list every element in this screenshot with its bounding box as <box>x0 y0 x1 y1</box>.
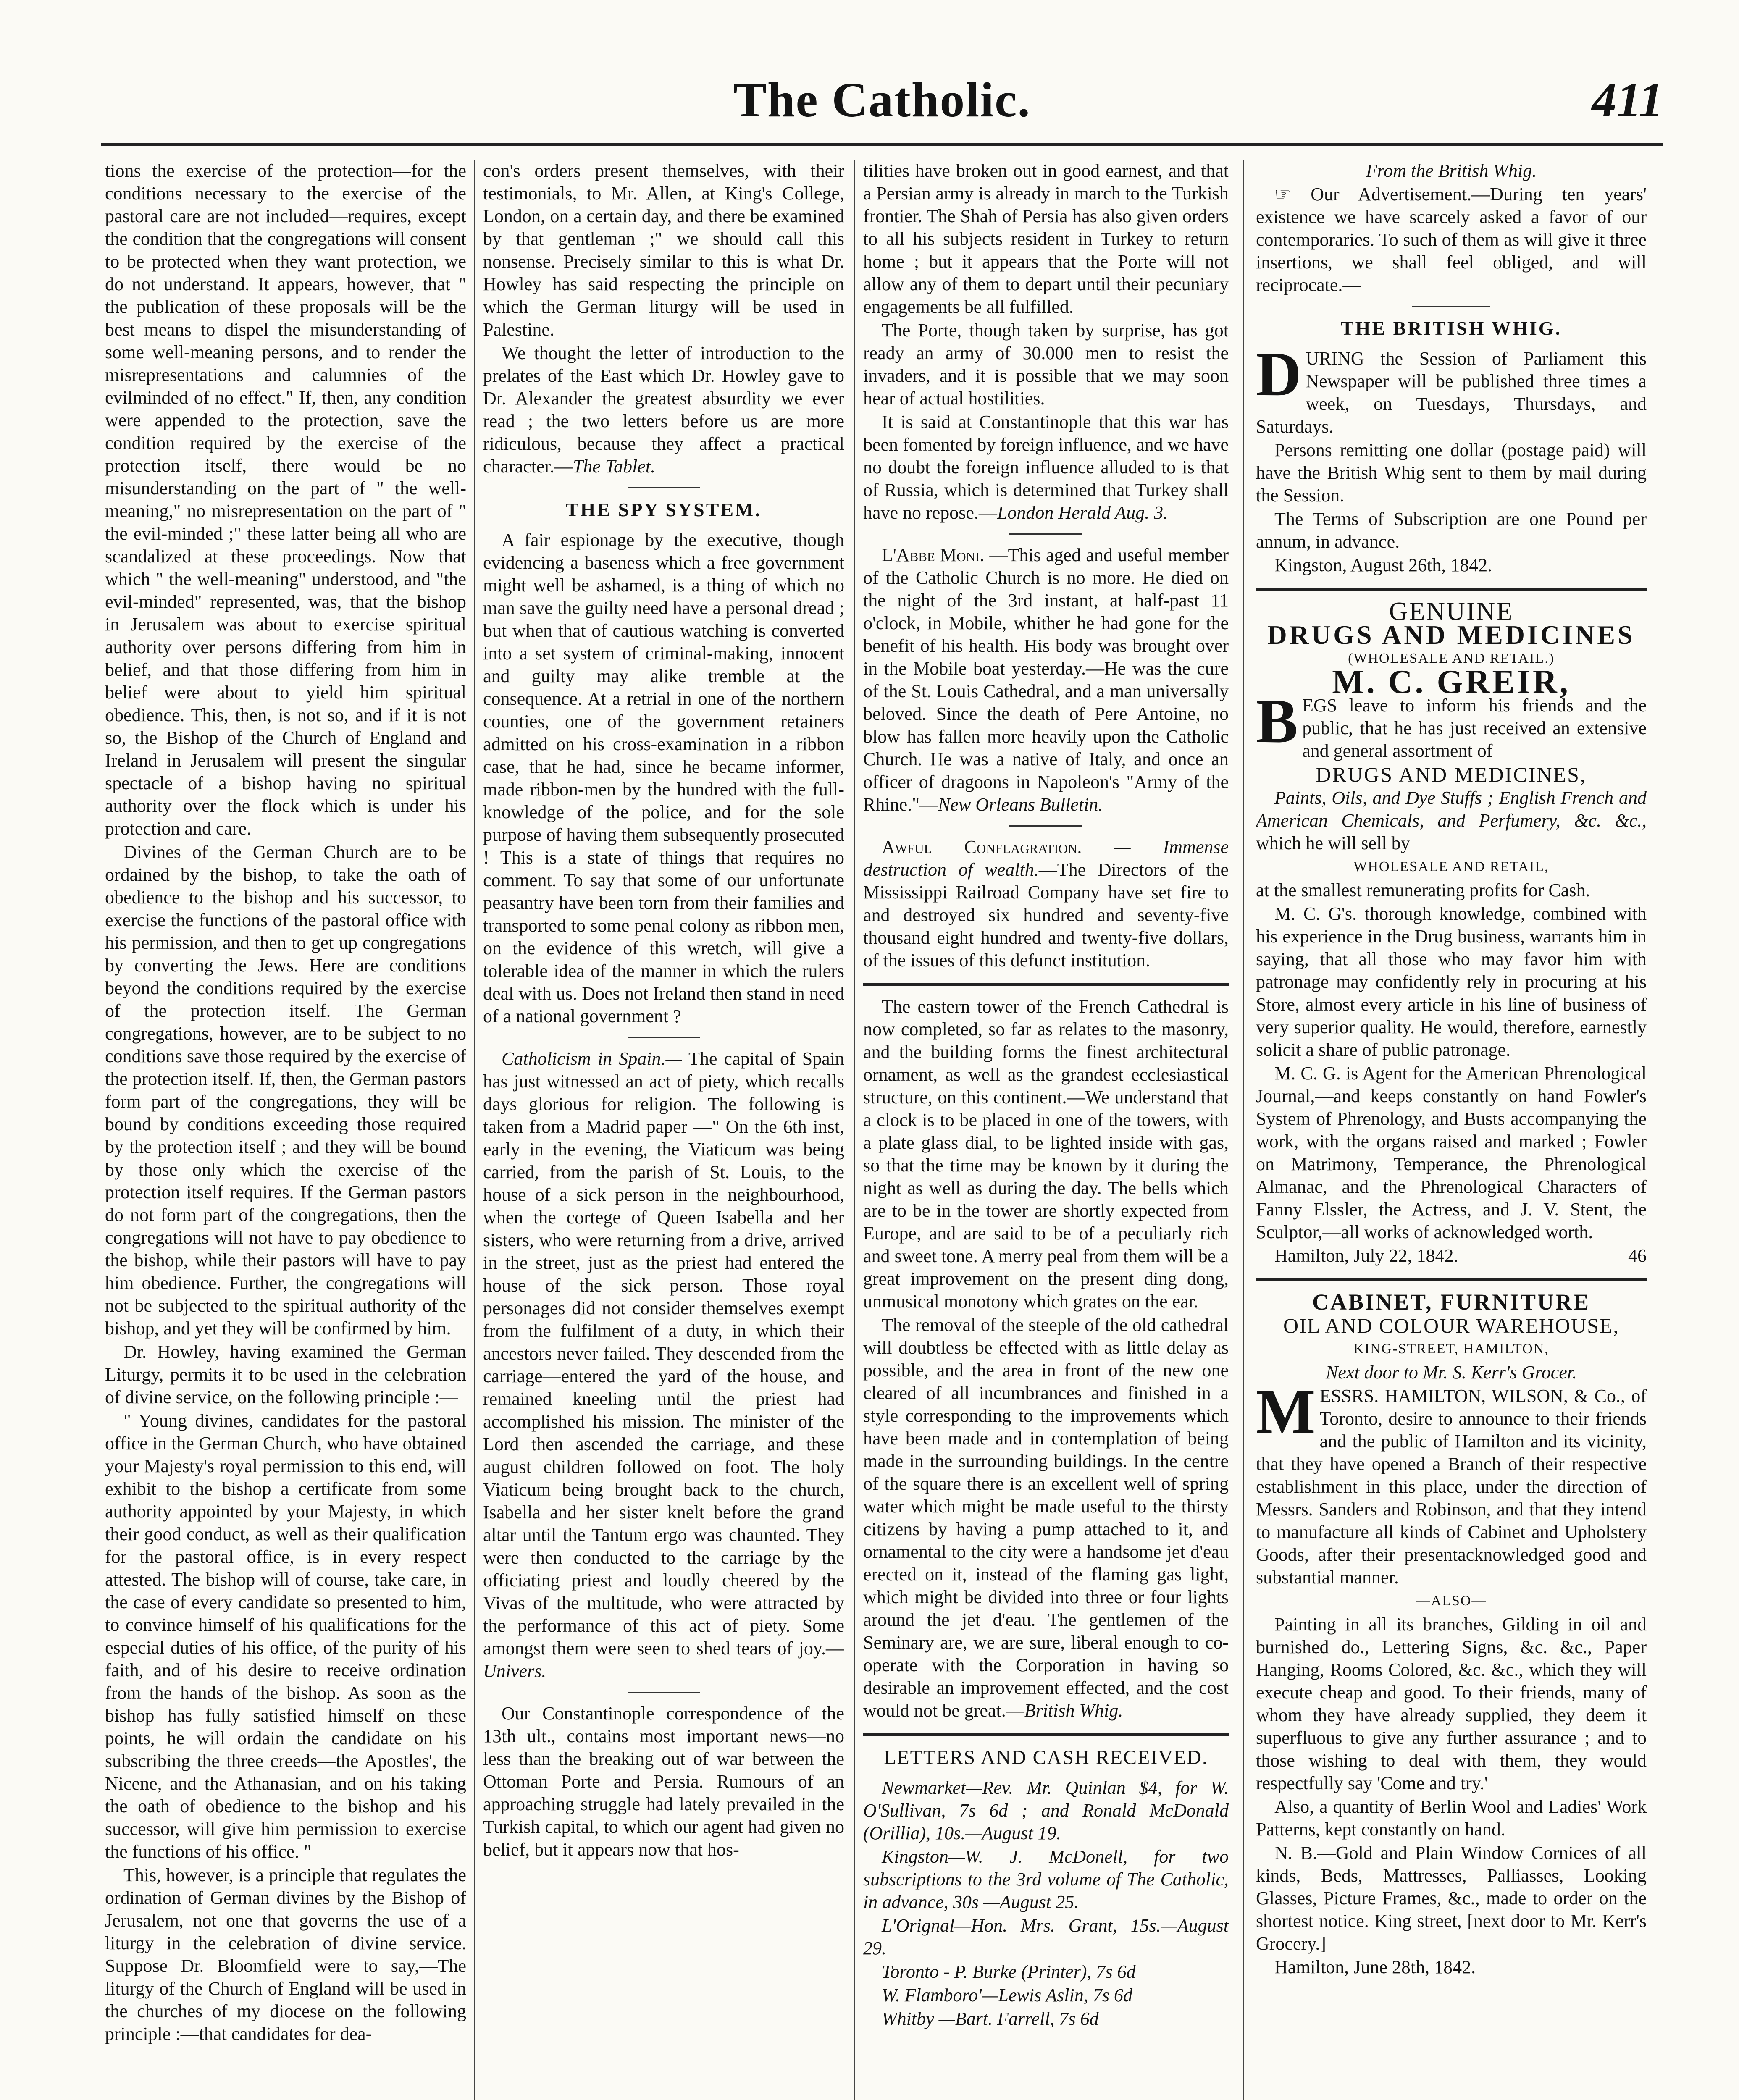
article-text <box>863 836 1229 972</box>
pointing-hand-icon: ☞ <box>1274 184 1311 205</box>
advert-text: M. C. G's. thorough knowledge, combined with his experience in the Drug business, warrants him in saying, that all those who may favor him with patronage may confidently rely in procuring at his Store, almost every article in his line of business of very superior quality. He would, therefore, earnestly solicit a share of public patronage. <box>1256 903 1647 1060</box>
separator <box>1009 533 1082 535</box>
advert-date <box>1256 1244 1647 1267</box>
paragraph: tions the exercise of the protection—for the conditions necessary to the exercise of the pastoral care are not included—requires, except the condition that the congregations will consent to be protected when they want protection, we do not understand. It appears, however, that " the publication of these proposals will be the best means to dispel the misunderstanding of some well-meaning persons, and to render the misrepresentations and calumnies of the evilminded of no effect." If, then, any condition were appended to the protection, save the condition required by the exercise of the protection itself, there would be no misunderstanding on the part of " the well-meaning," no misrepresentation on the part of " the evil-minded ;" these latter being all who are scandalized at these proceedings. Now that which " the well-meaning" understood, and "the evil-minded" represented, was, that the bishop in Jerusalem was about to exercise spiritual authority over persons differing from him in belief, and that those differing from him in belief were about to yield him spiritual obedience. This, then, is not so, and if it is not so, the Bishop of the Church of England and Ireland in Jerusalem will present the singular spectacle of a bishop having no spiritual authority over the flock which is under his protection and care. <box>105 160 466 839</box>
advert-heading: GENUINE <box>1389 597 1514 626</box>
advert-subheading: —ALSO— <box>1416 1593 1487 1609</box>
double-rule <box>863 1733 1229 1736</box>
double-rule <box>1256 588 1647 591</box>
paragraph: Divines of the German Church are to be ordained by the bishop, to take the oath of obedience to the bishop and his successor, to exercise the functions of the pastoral office with his permission, and then to get up congregations by converting the Jews. Here are conditions beyond the conditions required by the exercise of the protection itself. The German congregations, however, are to be subject to no conditions save those required by the exercise of the protection itself. If, then, the German pastors form part of the congregations, they will be bound by conditions exceeding those required by the protection itself ; and they will be bound by those only which the exercise of the protection itself requires. If the German pastors do not form part of the congregations, then the congregations will not have to pay obedience to the bishop, while their pastors will have to pay him obedience. Further, the congregations will not be subjected to the spiritual authority of the bishop, and yet they will be confirmed by him. <box>105 842 466 1339</box>
advert-heading: CABINET, FURNITURE <box>1312 1289 1591 1315</box>
source-credit: The Tablet. <box>573 456 656 477</box>
advert-heading: DRUGS AND MEDICINES <box>1267 620 1635 650</box>
advert-text: Also, a quantity of Berlin Wool and Ladies' Work Patterns, kept constantly on hand. <box>1256 1796 1647 1840</box>
paragraph: tilities have broken out in good earnest, and that a Persian army is already in march to the Turkish frontier. The Shah of Persia has also given orders to all his subjects resident in Turkey to return home ; but it appears that the Porte will not allow any of them to depart until their pecuniary engagements be all fulfilled. <box>863 160 1229 317</box>
source-credit: London Herald Aug. 3. <box>997 502 1168 523</box>
article-body: The capital of Spain has just witnessed an act of piety, which recalls days glorious for religion. The following is taken from a Madrid paper —" On the 6th inst, early in the evening, the Viaticum was being carried, from the parish of St. Louis, to the house of a sick person in the neighbourhood, when the cortege of Queen Isabella and her sisters, who were returning from a drive, arrived in the street, just as the priest had entered the house of the sick person. Those royal personages did not consider themselves exempt from the fulfilment of a duty, in which their ancestors never failed. They descended from the carriage—entered the yard of the house, and remained kneeling until the priest had accomplished his mission. The minister of the Lord then ascended the carriage, and these august children followed on foot. The holy Viaticum being brought back to the church, Isabella and her sister knelt before the grand altar until the Tantum ergo was chaunted. They were then conducted to the carriage by the officiating priest and loudly cheered by the Vivas of the multitude, who were attracted by the performance of this act of piety. Some amongst them were seen to shed tears of joy.— <box>483 1048 844 1659</box>
column-3 <box>863 160 1229 2100</box>
advert-date: Hamilton, June 28th, 1842. <box>1274 1957 1476 1977</box>
article-text <box>483 1047 844 1683</box>
article-lead: Catholicism in Spain.— <box>502 1048 682 1069</box>
advert-text <box>1256 787 1647 855</box>
article-text: Our Constantinople correspondence of the 13th ult., contains most important news—no less than the breaking out of war between the Ottoman Porte and Persia. Rumours of an approaching struggle had lately prevailed in the Turkish capital, to which our agent had given no belief, but it appears now that hos- <box>483 1703 844 1860</box>
drop-cap: M <box>1256 1377 1316 1446</box>
column-divider <box>1243 160 1244 2100</box>
advert-text: M. C. G. is Agent for the American Phrenological Journal,—and keeps constantly on hand Fowler's System of Phrenology, and Busts accompanying the work, with the organs raised and marked ; Fowler on Matrimony, Temperance, the Phrenological Almanac, and the Phrenological Characters of Fanny Elssler, the Actress, and J. V. Stent, the Sculptor,—all works of acknowledged worth. <box>1256 1063 1647 1242</box>
paragraph <box>863 411 1229 524</box>
letters-item: W. Flamboro'—Lewis Aslin, 7s 6d <box>882 1985 1132 2006</box>
advert-subheading: (WHOLESALE AND RETAIL.) <box>1348 651 1555 666</box>
column-2 <box>483 160 844 2100</box>
letters-item: Newmarket—Rev. Mr. Quinlan $4, for W. O'Sullivan, 7s 6d ; and Ronald McDonald (Orillia), 10s.—August 19. <box>863 1777 1229 1843</box>
separator <box>628 487 700 488</box>
letters-item: L'Orignal—Hon. Mrs. Grant, 15s.—August 29. <box>863 1915 1229 1958</box>
source-credit: British Whig. <box>1024 1700 1123 1721</box>
separator <box>628 1037 700 1038</box>
advert-subheading: KING-STREET, HAMILTON, <box>1353 1341 1549 1357</box>
paragraph: This, however, is a principle that regulates the ordination of German divines by the Bishop of Jerusalem, not one that governs the use of a liturgy in the celebration of divine service. Suppose Dr. Bloomfield were to say,—The liturgy of the Church of England will be used in the churches of my diocese on the following principle :—that candidates for dea- <box>105 1865 466 2044</box>
article-body: —This aged and useful member of the Catholic Church is no more. He died on the night of the 3rd instant, at half-past 11 o'clock, in Mobile, whither he had gone for the benefit of his health. His body was brought over in the Mobile boat yesterday.—He was the cure of the St. Louis Cathedral, and a man universally beloved. Since the death of Pere Antoine, no blow has fallen more heavily upon the Catholic Church. He was a native of Italy, and once an officer of dragoons in Napoleon's "Army of the Rhine."— <box>863 545 1229 815</box>
page-title: The Catholic. <box>733 72 1031 127</box>
drop-cap: B <box>1256 686 1298 756</box>
column-4 <box>1256 160 1647 2100</box>
goods-list: Paints, Oils, and Dye Stuffs ; English French and American Chemicals, and Perfumery, &c. &c., <box>1256 788 1647 831</box>
paragraph: The eastern tower of the French Cathedral is now completed, so far as relates to the masonry, and the building forms the finest architectural ornament, as well as the grandest ecclesiastical structure, on this continent.—We understand that a clock is to be placed in one of the towers, with a plate glass dial, to be lighted inside with gas, so that the time may be known by it during the night as well as during the day. The bells which are to be in the tower are shortly expected from Europe, and are said to be of a peculiarly rich and sweet tone. A merry peal from them will be a great improvement on the present ding dong, unmusical monotony which grates on the ear. <box>863 996 1229 1312</box>
advert-text: The Terms of Subscription are one Pound per annum, in advance. <box>1256 509 1647 552</box>
article-heading: THE SPY SYSTEM. <box>565 499 762 520</box>
separator <box>628 1692 700 1693</box>
separator <box>1009 825 1082 827</box>
advert-body: URING the Session of Parliament this Newspaper will be published three times a week, on Tuesdays, Thursdays, and Saturdays. <box>1256 348 1647 437</box>
advert-text <box>1256 686 1647 762</box>
page-header <box>101 63 1663 147</box>
advert-text <box>1256 339 1647 438</box>
article-body: —The Directors of the Mississippi Railroad Company have set fire to and destroyed six hundred and seventy-five thousand eight hundred and twenty-five dollars, of the issues of this defunct institution. <box>863 859 1229 971</box>
article-text <box>863 544 1229 816</box>
drop-cap: D <box>1256 339 1302 409</box>
advert-body: which he will sell by <box>1256 833 1410 853</box>
separator <box>1412 306 1490 307</box>
advert-notice <box>1256 183 1647 297</box>
article-lead: L'Abbe Moni. <box>882 545 985 565</box>
paragraph-text: We thought the letter of introduction to the prelates of the East which Dr. Howley gave to Dr. Alexander the greatest absurdity we ever read ; the two letters before us are more ridiculous, because they affect a practical character.— <box>483 343 844 477</box>
double-rule <box>1256 1278 1647 1281</box>
column-divider <box>854 160 855 2100</box>
column-divider <box>474 160 475 2100</box>
letters-heading: LETTERS AND CASH RECEIVED. <box>884 1746 1208 1769</box>
letters-item: Whitby —Bart. Farrell, 7s 6d <box>882 2008 1099 2029</box>
article-subtitle: — Immense destruction of wealth. <box>863 837 1229 880</box>
source-credit: New Orleans Bulletin. <box>938 794 1103 815</box>
section-source: From the British Whig. <box>1366 160 1537 181</box>
advert-number: 46 <box>1628 1245 1647 1266</box>
paragraph: con's orders present themselves, with their testimonials, to Mr. Allen, at King's College, London, on a certain day, and there be examined by that gentleman ;" we should call this nonsense. Precisely similar to this is what Dr. Howley has said respecting the principle on which the German liturgy will be used in Palestine. <box>483 160 844 340</box>
advert-text: at the smallest remunerating profits for Cash. <box>1256 880 1590 900</box>
paragraph <box>483 342 844 478</box>
article-lead: Awful Conflagration. <box>882 837 1082 857</box>
advert-subheading: Next door to Mr. S. Kerr's Grocer. <box>1325 1362 1577 1383</box>
article-text: A fair espionage by the executive, though evidencing a baseness which a free government might well be ashamed, is a thing of which no man save the guilty need have a personal dread ; but when that of cautious watching is converted into a set system of criminal-making, innocent and guilty may alike tremble at the consequence. At a retrial in one of the northern counties, one of the government retainers admitted on his cross-examination in a ribbon case, that he had, since he became informer, made ribbon-men by the hundred with the full-knowledge of the police, and for the sole purpose of having them subsequently prosecuted ! This is a state of things that requires no comment. To say that some of our unfortunate peasantry have been torn from their families and transported to some penal colony as ribbon men, on the evidence of this wretch, will give a tolerable idea of the manner in which the rulers deal with us. Does not Ireland then stand in need of a national government ? <box>483 530 844 1026</box>
double-rule <box>863 983 1229 986</box>
letters-item: Toronto - P. Burke (Printer), 7s 6d <box>882 1961 1136 1982</box>
advert-heading: OIL AND COLOUR WAREHOUSE, <box>1283 1314 1619 1337</box>
advert-body: EGS leave to inform his friends and the public, that he has just received an extensive and general assortment of <box>1302 695 1647 761</box>
paragraph: The Porte, though taken by surprise, has got ready an army of 30.000 men to resist the invaders, and it is possible that we may soon hear of actual hostilities. <box>863 320 1229 409</box>
advert-subheading: DRUGS AND MEDICINES, <box>1316 763 1587 786</box>
paragraph-text: It is said at Constantinople that this war has been fomented by foreign influence, and we have no doubt the foreign influence alluded to is that of Russia, which is determined that Turkey shall have no repose.— <box>863 412 1229 523</box>
source-credit: Univers. <box>483 1661 546 1681</box>
advert-text <box>1256 1377 1647 1589</box>
advert-date: Kingston, August 26th, 1842. <box>1274 555 1492 575</box>
advert-body: ESSRS. HAMILTON, WILSON, & Co., of Toronto, desire to announce to their friends and the public of Hamilton and its vicinity, that they have opened a Branch of their respective establishment in this place, under the direction of Messrs. Sanders and Robinson, and that they intend to manufacture all kinds of Cabinet and Upholstery Goods, after their presentacknowledged good and substantial manner. <box>1256 1386 1647 1588</box>
advert-text: Persons remitting one dollar (postage paid) will have the British Whig sent to them by mail during the Session. <box>1256 440 1647 506</box>
advert-subheading: WHOLESALE AND RETAIL, <box>1353 859 1549 874</box>
letters-item: Kingston—W. J. McDonell, for two subscriptions to the 3rd volume of The Catholic, in advance, 30s —August 25. <box>863 1846 1229 1912</box>
header-rule <box>101 143 1663 146</box>
quotation: " Young divines, candidates for the pastoral office in the German Church, who have obtained your Majesty's royal permission to this end, will exhibit to the bishop a certificate from some authority appointed by your Majesty, in which their good conduct, as well as their qualification for the pastoral office, is in every respect attested. The bishop will of course, take care, in the case of every candidate so presented to him, to convince himself of his qualifications for the especial duties of his office, of the purity of his faith, and of his desire to receive ordination from the hands of the bishop. As soon as the bishop has fully satisfied himself on these points, he will ordain the candidate on his subscribing the three creeds—the Apostles', the Nicene, and the Athanasian, and on his taking the oath of obedience to the bishop and his successor, will give him permission to exercise the functions of his office. " <box>105 1410 466 1862</box>
merchant-name: M. C. GREIR, <box>1332 664 1571 701</box>
paragraph: Dr. Howley, having examined the German Liturgy, permits it to be used in the celebration of divine service, on the following principle :— <box>105 1341 466 1407</box>
advert-text: N. B.—Gold and Plain Window Cornices of all kinds, Beds, Mattresses, Palliasses, Looking Glasses, Picture Frames, &c., made to order on the shortest notice. King street, [next door to Mr. Kerr's Grocery.] <box>1256 1843 1647 1954</box>
advert-text: Our Advertisement.—During ten years' existence we have scarcely asked a favor of our contemporaries. To such of them as will give it three insertions, we shall feel obliged, and will reciprocate.— <box>1256 184 1647 295</box>
page-number: 411 <box>1592 72 1663 127</box>
paragraph <box>863 1314 1229 1722</box>
paragraph-text: The removal of the steeple of the old cathedral will doubtless be effected with as little delay as possible, and the area in front of the new one cleared of all incumbrances and finished in a style corresponding to the improvements which have been made and in contemplation of being made in the surrounding buildings. In the centre of the square there is an excellent well of spring water which might be made useful to the thirsty citizens by having a pump attached to it, and ornamental to the city were a handsome jet d'eau erected on it, instead of the flaming gas light, which might be divided into three or four lights around the jet d'eau. The gentlemen of the Seminary are, we are sure, liberal enough to co-operate with the Corporation in having so desirable an improvement effected, and the cost would not be great.— <box>863 1315 1229 1721</box>
column-1 <box>105 160 466 2100</box>
advert-date-text: Hamilton, July 22, 1842. <box>1274 1245 1458 1266</box>
advert-text: Painting in all its branches, Gilding in oil and burnished do., Lettering Signs, &c. &c., Paper Hanging, Rooms Colored, &c. &c., which they will execute cheap and good. To their friends, many of whom they have already supplied, they deem it superfluous to give any further assurance ; and to those wishing to deal with them, they would respectfully say 'Come and try.' <box>1256 1614 1647 1793</box>
advert-heading: THE BRITISH WHIG. <box>1340 318 1562 339</box>
